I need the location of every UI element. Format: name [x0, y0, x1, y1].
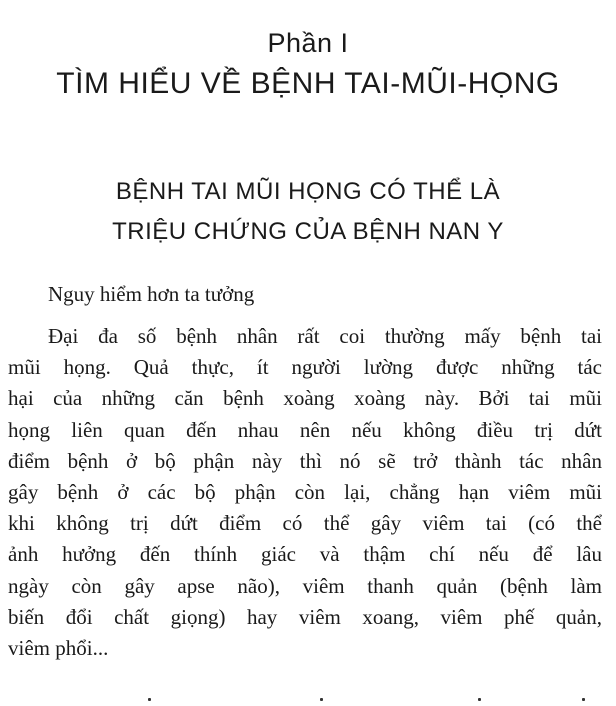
paragraph-line: mũi họng. Quả thực, ít người lường được những tác — [8, 355, 602, 380]
paragraph-line: họng liên quan đến nhau nên nếu không điều trị dứt — [8, 417, 602, 442]
chapter-title — [0, 172, 616, 252]
paragraph-line: ngày còn gây apse não), viêm thanh quản (bệnh làm — [8, 573, 602, 598]
part-label: Phần I — [267, 28, 349, 58]
paragraph-line: Đại đa số bệnh nhân rất coi thường mấy bệnh tai — [48, 324, 602, 348]
paragraph-line: biến đổi chất giọng) hay viêm xoang, viêm phế quản, — [8, 604, 602, 629]
paragraph-line: viêm phổi... — [8, 636, 109, 661]
chapter-title-line: BỆNH TAI MŨI HỌNG CÓ THỂ LÀ — [115, 178, 501, 205]
chapter-title-line: TRIỆU CHỨNG CỦA BỆNH NAN Y — [112, 218, 504, 245]
part-title: TÌM HIỂU VỀ BỆNH TAI-MŨI-HỌNG — [56, 67, 560, 100]
paragraph-line: hại của những căn bệnh xoàng xoàng này. Bởi tai mũi — [8, 386, 602, 411]
paragraph-line: khi không trị dứt điểm có thể gây viêm tai (có thể — [8, 511, 602, 536]
section-subtitle: Nguy hiểm hơn ta tưởng — [48, 282, 255, 306]
body-paragraph — [8, 321, 602, 664]
paragraph-line: điểm bệnh ở bộ phận này thì nó sẽ trở thành tác nhân — [8, 448, 602, 473]
paragraph-line: ảnh hưởng đến thính giác và thậm chí nếu để lâu — [8, 542, 602, 567]
cropped-next-line — [8, 698, 602, 706]
paragraph-line: gây bệnh ở các bộ phận còn lại, chẳng hạn viêm mũi — [8, 480, 602, 505]
